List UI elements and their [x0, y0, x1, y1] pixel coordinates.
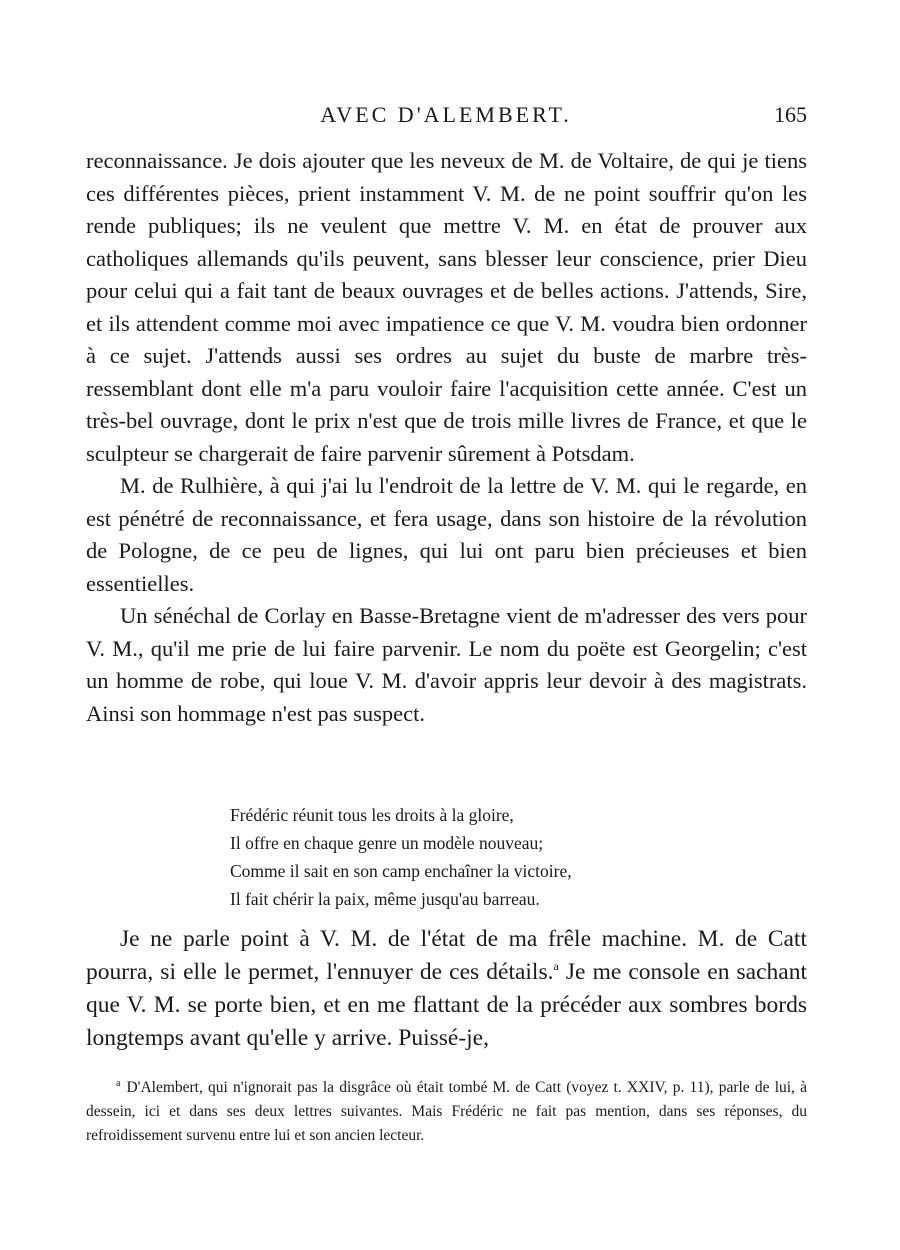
poem-line: Frédéric réunit tous les droits à la gloire,: [230, 805, 514, 825]
poem-quotation: [230, 801, 572, 913]
closing-text-part: Je me console en sachant que V. M. se porte bien, et en me flattant de la précéder aux sombres bords longtemps avant qu'elle y arrive. Puissé-je,: [86, 959, 807, 1051]
paragraph: Un sénéchal de Corlay en Basse-Bretagne vient de m'adresser des vers pour V. M., qu'il me prie de lui faire parvenir. Le nom du poëte est Georgelin; c'est un homme de robe, qui loue V. M. d'avoir appris leur devoir à des magistrats. Ainsi son hommage n'est pas suspect.: [86, 603, 807, 726]
page-number: 165: [774, 102, 807, 127]
running-head: [85, 100, 807, 134]
closing-text-part: Je ne parle point à V. M. de l'état de ma frêle machine. M. de Catt pourra, si elle le permet, l'ennuyer de ces détails.: [86, 926, 807, 985]
poem-line: Il offre en chaque genre un modèle nouveau;: [230, 833, 544, 853]
poem-line: Il fait chérir la paix, même jusqu'au barreau.: [230, 889, 540, 909]
running-title: AVEC D'ALEMBERT.: [320, 102, 572, 127]
paragraph: M. de Rulhière, à qui j'ai lu l'endroit de la lettre de V. M. qui le regarde, en est pénétré de reconnaissance, et fera usage, dans son histoire de la révolution de Pologne, de ce peu de lignes, qui lui ont paru bien précieuses et bien essentielles.: [86, 473, 807, 596]
paragraph: [86, 923, 807, 1055]
paragraph: reconnaissance. Je dois ajouter que les neveux de M. de Voltaire, de qui je tiens ces différentes pièces, prient instamment V. M. de ne point souffrir qu'on les rende publiques; ils ne veulent que mettre V. M. en état de prouver aux catholiques allemands qu'ils peuvent, sans blesser leur conscience, prier Dieu pour celui qui a fait tant de beaux ouvrages et de belles actions. J'attends, Sire, et ils attendent comme moi avec impatience ce que V. M. voudra bien ordonner à ce sujet. J'attends aussi ses ordres au sujet du buste de marbre très-ressemblant dont elle m'a paru vouloir faire l'acquisition cette année. C'est un très-bel ouvrage, dont le prix n'est que de trois mille livres de France, et que le sculpteur se chargerait de faire parvenir sûrement à Potsdam.: [86, 148, 807, 466]
poem-line: Comme il sait en son camp enchaîner la victoire,: [230, 861, 572, 881]
body-text: [86, 145, 807, 730]
footnote: [86, 1076, 807, 1148]
footnote-reference: a: [553, 959, 559, 974]
footnote-text: [86, 1076, 807, 1148]
footnote-marker: a: [116, 1077, 121, 1089]
closing-paragraph: [86, 923, 807, 1055]
footnote-body: D'Alembert, qui n'ignorait pas la disgrâce où était tombé M. de Catt (voyez t. XXIV, p. 11), parle de lui, à dessein, ici et dans ses deux lettres suivantes. Mais Frédéric ne fait pas mention, dans ses réponses, du refroidissement survenu entre lui et son ancien lecteur.: [86, 1079, 807, 1144]
